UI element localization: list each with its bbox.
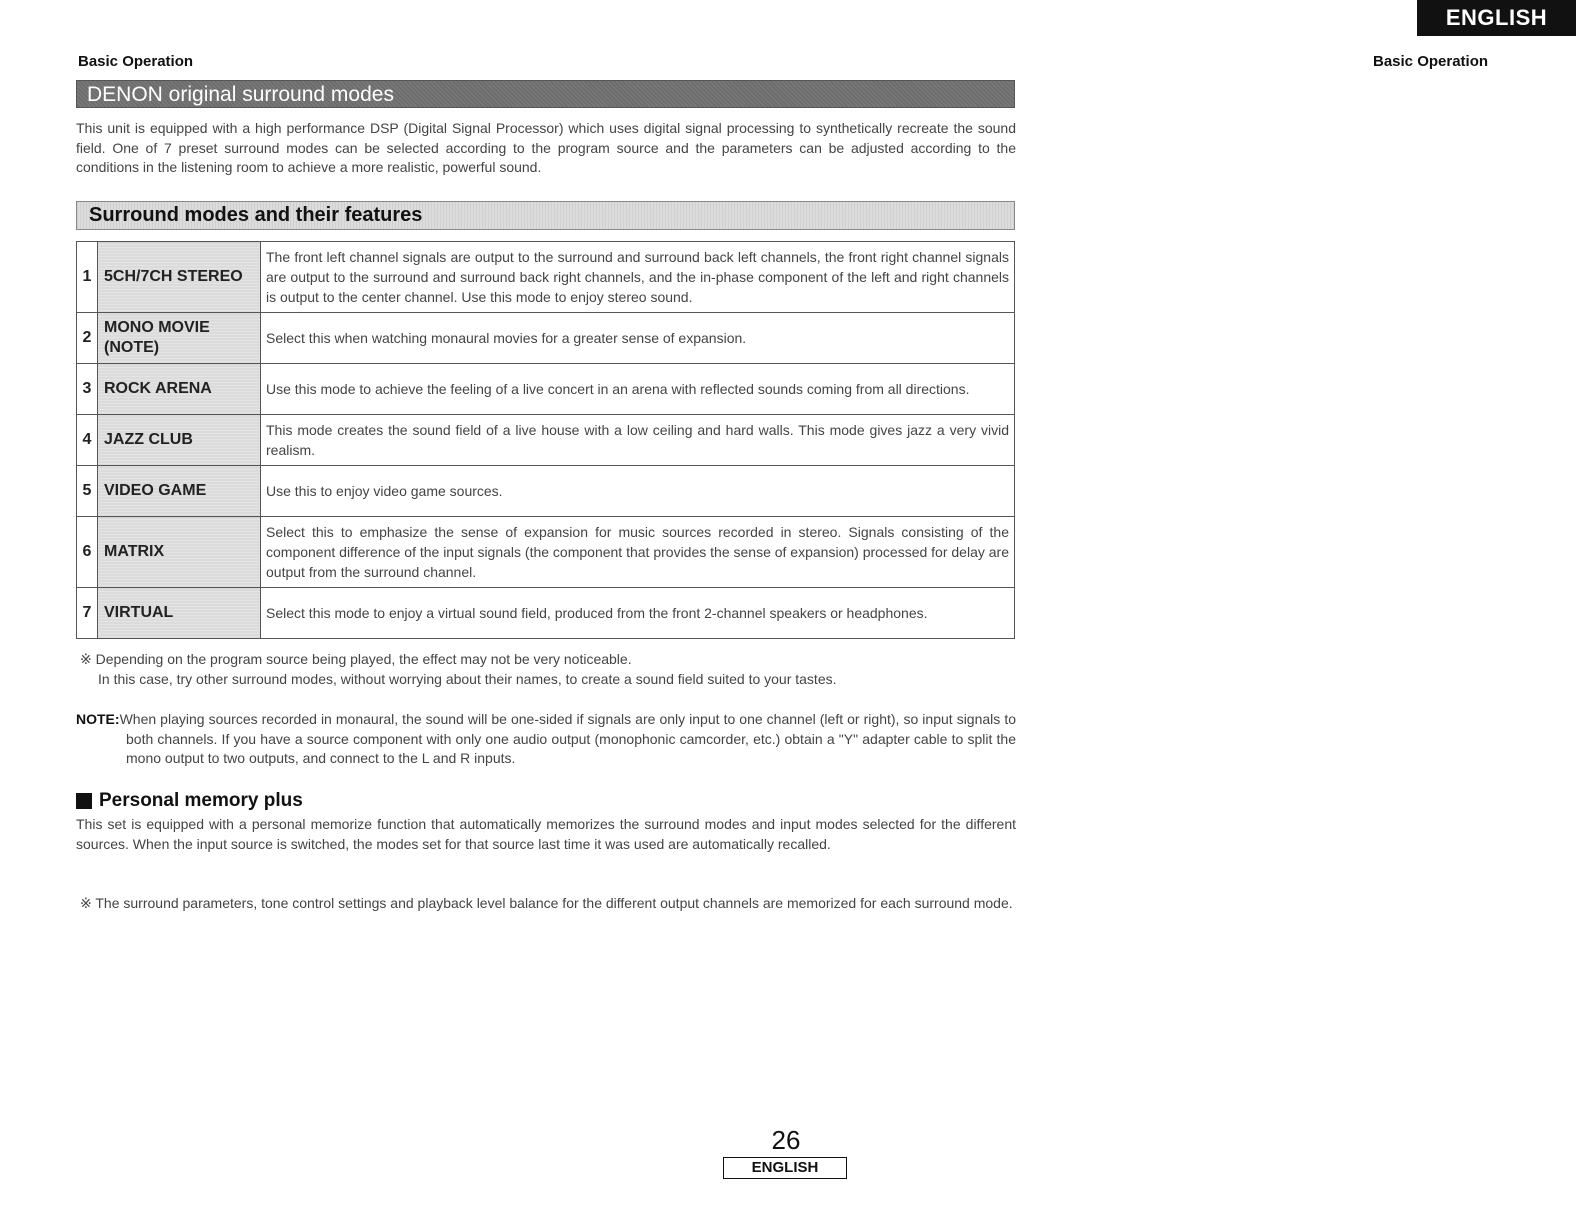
mode-number: 5 [77,466,98,517]
mode-name: JAZZ CLUB [98,415,261,466]
mode-name: VIRTUAL [98,588,261,639]
note-block [76,710,1016,769]
footer-language-box: ENGLISH [723,1157,847,1179]
personal-memory-footnote: ※ The surround parameters, tone control settings and playback level balance for the different output channels are memorized for each surround mode. [80,895,1013,911]
mode-name: 5CH/7CH STEREO [98,242,261,313]
note-label: NOTE: [76,711,120,727]
table-row [77,313,1015,364]
table-row [77,588,1015,639]
section-title-surround-modes: DENON original surround modes [76,80,1015,108]
note-text: When playing sources recorded in monaural, the sound will be one-sided if signals are only input to one channel (left or right), so input signals to both channels. If you have a source component with only one audio output (monophonic camcorder, etc.) obtain a "Y" adapter cable to split the mono output to two outputs, and connect to the L and R inputs. [119,711,1016,767]
mode-number: 2 [77,313,98,364]
mode-description: Use this mode to achieve the feeling of a live concert in an arena with reflected sounds coming from all directions. [261,364,1015,415]
footnote-line-1: ※ Depending on the program source being played, the effect may not be very noticeable. [80,651,632,667]
mode-description: This mode creates the sound field of a live house with a low ceiling and hard walls. This mode gives jazz a very vivid realism. [261,415,1015,466]
mode-number: 7 [77,588,98,639]
mode-description: Use this to enjoy video game sources. [261,466,1015,517]
mode-number: 1 [77,242,98,313]
mode-description: Select this to emphasize the sense of expansion for music sources recorded in stereo. Signals consisting of the component difference of the input signals (the component that provides the sense of expansion) processed for delay are output from the surround channel. [261,517,1015,588]
footnote-line-2: In this case, try other surround modes, without worrying about their names, to create a sound field suited to your tastes. [98,670,837,687]
surround-modes-table [76,241,1015,639]
personal-memory-paragraph: This set is equipped with a personal memorize function that automatically memorizes the surround modes and input modes selected for the different sources. When the input source is switched, the modes set for that source last time it was used are automatically recalled. [76,816,1016,852]
mode-name: MATRIX [98,517,261,588]
mode-description: The front left channel signals are output to the surround and surround back left channels, the front right channel signals are output to the surround and surround back right channels, and the in-phase component of the left and right channels is output to the center channel. Use this mode to enjoy stereo sound. [261,242,1015,313]
mode-number: 3 [77,364,98,415]
header-left: Basic Operation [78,53,194,70]
mode-name: VIDEO GAME [98,466,261,517]
table-row [77,466,1015,517]
effect-footnote [80,650,1020,689]
table-row [77,364,1015,415]
mode-name: MONO MOVIE (NOTE) [98,313,261,364]
mode-number: 6 [77,517,98,588]
square-bullet-icon [76,793,92,809]
subsection-title-features: Surround modes and their features [76,201,1015,230]
personal-memory-title-text: Personal memory plus [99,790,303,811]
mode-description: Select this mode to enjoy a virtual sound field, produced from the front 2-channel speakers or headphones. [261,588,1015,639]
table-row [77,415,1015,466]
table-row [77,242,1015,313]
language-tab: ENGLISH [1417,0,1576,36]
personal-memory-title [76,790,303,812]
page-number: 26 [771,1125,801,1155]
table-row [77,517,1015,588]
mode-number: 4 [77,415,98,466]
header-right: Basic Operation [1373,53,1489,70]
intro-paragraph: This unit is equipped with a high performance DSP (Digital Signal Processor) which uses digital signal processing to synthetically recreate the sound field. One of 7 preset surround modes can be selected according to the program source and the parameters can be adjusted according to the conditions in the listening room to achieve a more realistic, powerful sound. [76,120,1016,176]
mode-description: Select this when watching monaural movies for a greater sense of expansion. [261,313,1015,364]
note-body [76,710,1016,769]
mode-name: ROCK ARENA [98,364,261,415]
